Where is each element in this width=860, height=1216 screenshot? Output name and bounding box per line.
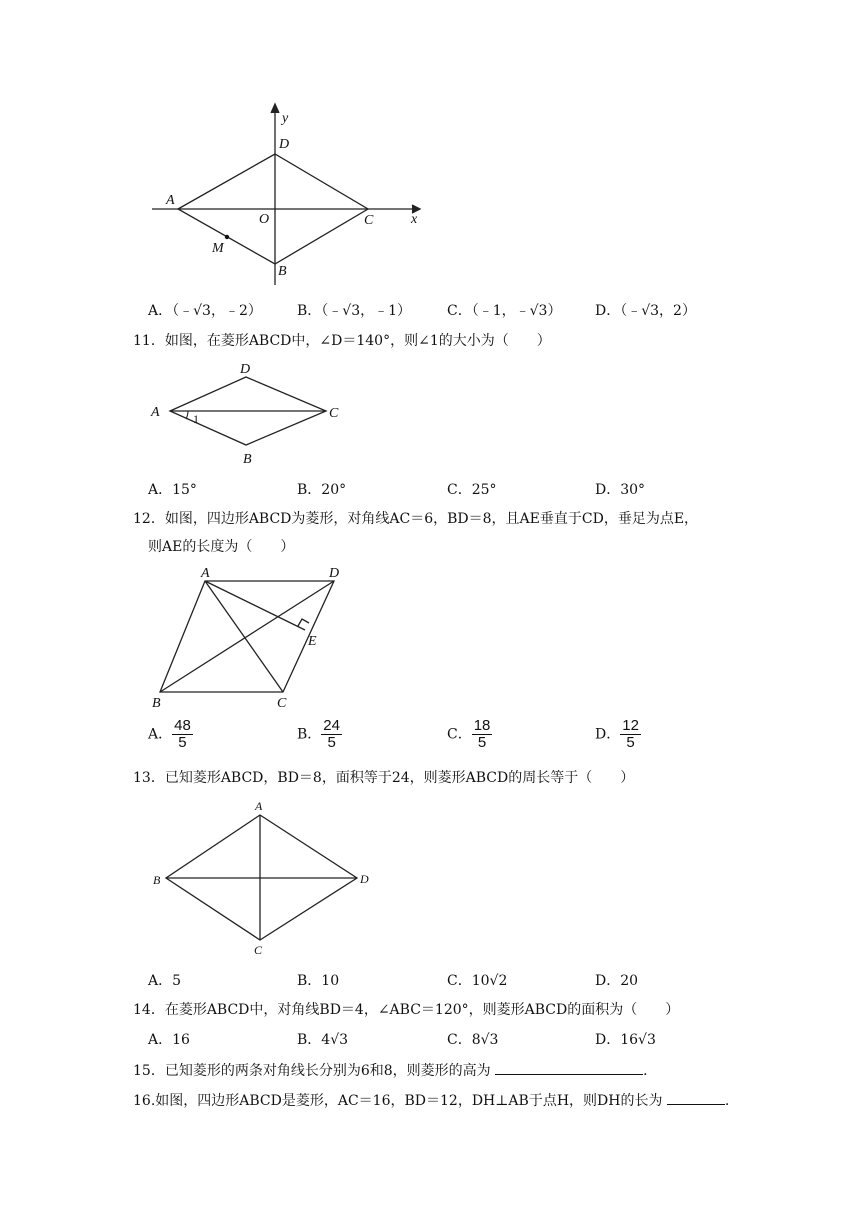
q12-option-a-numerator: 48 xyxy=(174,717,191,734)
q13-option-b: B．10 xyxy=(297,973,340,989)
q10-label-a: A xyxy=(166,193,175,208)
q15-line xyxy=(133,1060,657,1080)
q11-label-c: C xyxy=(329,406,339,421)
q10-option-a: A．（﹣√3，﹣2） xyxy=(148,303,262,319)
q12-label-e: E xyxy=(308,634,317,649)
q13-label-b: B xyxy=(153,873,161,887)
q11-stem: 11．如图，在菱形ABCD中，∠D＝140°，则∠1的大小为（ ） xyxy=(133,333,551,349)
q14-option-b: B．4√3 xyxy=(297,1032,349,1048)
q12-option-a-denominator: 5 xyxy=(178,734,187,751)
q10-label-m: M xyxy=(212,241,224,256)
q13-option-a: A．5 xyxy=(148,973,182,989)
q12-option-d-letter: D． xyxy=(595,726,621,743)
q10-option-c: C．（﹣1，﹣√3） xyxy=(447,303,562,319)
q11-angle-1-label: 1 xyxy=(193,412,199,426)
q12-label-a: A xyxy=(201,566,210,581)
q15-stem: 15．已知菱形的两条对角线长分别为6和8，则菱形的高为 xyxy=(133,1063,491,1079)
q14-stem: 14．在菱形ABCD中，对角线BD＝4，∠ABC＝120°，则菱形ABCD的面积为（ ） xyxy=(133,1002,680,1018)
q16-line xyxy=(133,1090,729,1110)
q11-label-d: D xyxy=(240,362,251,377)
q12-option-b-numerator: 24 xyxy=(323,717,340,734)
q11-label-b: B xyxy=(243,452,252,467)
q14-option-d: D．16√3 xyxy=(595,1032,656,1048)
q15-answer-blank[interactable] xyxy=(495,1060,643,1075)
q11-option-a: A．15° xyxy=(148,482,197,498)
q11-option-b: B．20° xyxy=(297,482,347,498)
q10-label-c: C xyxy=(364,213,374,228)
q12-option-b-denominator: 5 xyxy=(327,734,336,751)
q10-label-y: y xyxy=(282,111,289,126)
q10-label-x: x xyxy=(411,212,418,227)
q12-option-d-denominator: 5 xyxy=(626,734,635,751)
q11-label-a: A xyxy=(151,405,160,420)
q13-option-c: C．10√2 xyxy=(447,973,508,989)
q13-label-d: D xyxy=(360,872,369,886)
q16-answer-blank[interactable] xyxy=(667,1090,725,1105)
q14-option-a: A．16 xyxy=(148,1032,190,1048)
q13-stem: 13．已知菱形ABCD，BD＝8，面积等于24，则菱形ABCD的周长等于（ ） xyxy=(133,770,635,786)
q12-stem-line1: 12．如图，四边形ABCD为菱形，对角线AC＝6，BD＝8，且AE垂直于CD，垂足为点E， xyxy=(133,511,699,527)
q12-option-c-denominator: 5 xyxy=(477,734,487,751)
q14-option-c: C．8√3 xyxy=(447,1032,499,1048)
q12-option-c-numerator: 18 xyxy=(473,717,491,734)
q10-label-b: B xyxy=(278,264,287,279)
q11-option-c: C．25° xyxy=(447,482,497,498)
q13-label-c: C xyxy=(254,943,263,957)
q12-option-d-numerator: 12 xyxy=(622,717,639,734)
q12-label-b: B xyxy=(152,696,161,711)
q12-stem-line2: 则AE的长度为（ ） xyxy=(148,539,295,555)
q11-option-d: D．30° xyxy=(595,482,646,498)
q16-stem: 16.如图，四边形ABCD是菱形，AC＝16，BD＝12，DH⊥AB于点H，则DH的长为 xyxy=(133,1093,663,1109)
q12-label-c: C xyxy=(277,696,287,711)
q13-option-d: D．20 xyxy=(595,973,639,989)
q12-option-c-letter: C． xyxy=(447,726,472,743)
q10-label-o: O xyxy=(259,212,270,227)
q12-label-d: D xyxy=(329,566,340,581)
q10-option-d: D．（﹣√3，2） xyxy=(595,303,696,319)
q15-end: ． xyxy=(643,1063,658,1079)
q16-end: . xyxy=(724,1093,730,1109)
q12-option-a-letter: A． xyxy=(148,726,173,743)
q13-label-a: A xyxy=(255,799,263,813)
q10-label-d: D xyxy=(279,137,290,152)
q12-option-b-letter: B． xyxy=(297,726,322,743)
q10-option-b: B．（﹣√3，﹣1） xyxy=(297,303,412,319)
